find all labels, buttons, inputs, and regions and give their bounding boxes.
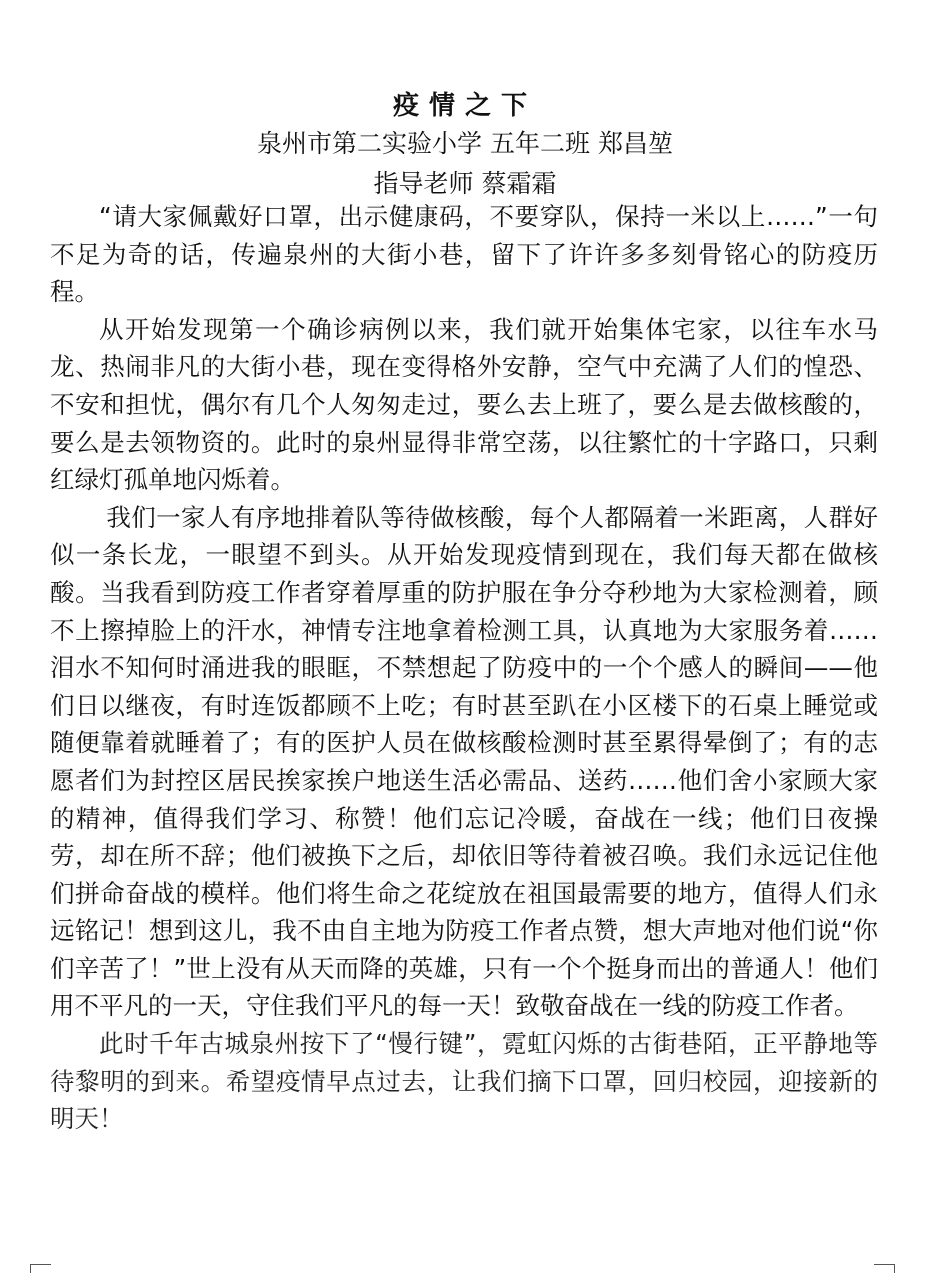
paragraph-3: 我们一家人有序地排着队等待做核酸，每个人都隔着一米距离，人群好似一条长龙，一眼望不到头。从开始发现疫情到现在，我们每天都在做核酸。当我看到防疫工作者穿着厚重的防护服在争分夺秒地为大家检测着，顾不上擦掉脸上的汗水，神情专注地拿着检测工具，认真地为大家服务着……泪水不知何时涌进我的眼眶，不禁想起了防疫中的一个个感人的瞬间——他们日以继夜，有时连饭都顾不上吃；有时甚至趴在小区楼下的石桌上睡觉或随便靠着就睡着了；有的医护人员在做核酸检测时甚至累得晕倒了；有的志愿者们为封控区居民挨家挨户地送生活必需品、送药……他们舍小家顾大家的精神，值得我们学习、称赞！他们忘记冷暖，奋战在一线；他们日夜操劳，却在所不辞；他们被换下之后，却依旧等待着被召唤。我们永远记住他们拼命奋战的模样。他们将生命之花绽放在祖国最需要的地方，值得人们永远铭记！想到这儿，我不由自主地为防疫工作者点赞，想大声地对他们说“你们辛苦了！”世上没有从天而降的英雄，只有一个个挺身而出的普通人！他们用不平凡的一天，守住我们平凡的每一天！致敬奋战在一线的防疫工作者。 xyxy=(50,502,878,1021)
author-school-line: 泉州市第二实验小学 五年二班 郑昌堃 xyxy=(257,129,673,158)
teacher-line: 指导老师 蔡霜霜 xyxy=(373,169,557,198)
paragraph-4: 此时千年古城泉州按下了“慢行键”，霓虹闪烁的古街巷陌，正平静地等待黎明的到来。希望疫情早点过去，让我们摘下口罩，回归校园，迎接新的明天！ xyxy=(50,1029,878,1134)
paragraph-2: 从开始发现第一个确诊病例以来，我们就开始集体宅家，以往车水马龙、热闹非凡的大街小巷，现在变得格外安静，空气中充满了人们的惶恐、不安和担忧，偶尔有几个人匆匆走过，要么去上班了，要么是去做核酸的，要么是去领物资的。此时的泉州显得非常空荡，以往繁忙的十字路口，只剩红绿灯孤单地闪烁着。 xyxy=(50,314,878,495)
essay-title: 疫情之下 xyxy=(392,91,537,121)
page-corner-mark-right xyxy=(874,1264,895,1273)
paragraph-1: “请大家佩戴好口罩，出示健康码，不要穿队，保持一米以上……”一句不足为奇的话，传遍泉州的大街小巷，留下了许许多多刻骨铭心的防疫历程。 xyxy=(50,202,878,307)
essay-body xyxy=(50,198,878,1138)
page-corner-mark-left xyxy=(30,1264,51,1273)
